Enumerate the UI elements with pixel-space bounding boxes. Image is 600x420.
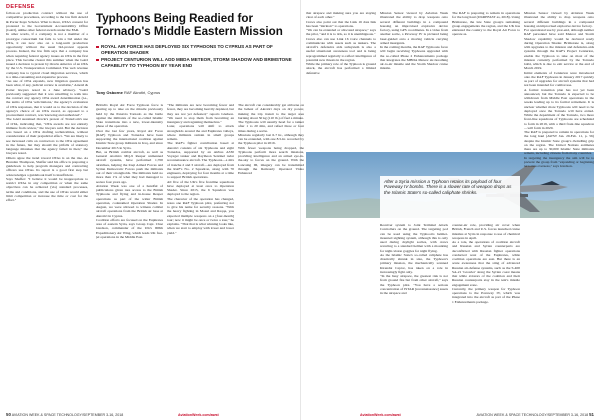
byline-author: Tony Osborne	[96, 90, 123, 95]
summary-bullet: ROYAL AIR FORCE HAS DEPLOYED SIX TYPHOONS TO CYPRUS AS PART OF OPERATION SHADER	[96, 44, 301, 55]
article-column-6: Mission Sensor viewed by Aviation Week illustrated the ability to drop weapons onto several different buildings in a compound housing an improvised explosive device factory, using GPS coordinates. In a video from another sortie, a Paveway IV is pictured being laser-guided onto a moving vehicle carrying armed insurgents. In the coming months, the RAF Typhoons force will begin receiving Typhoons upgraded with the so-called Phase 2 Enhancements package that integrates the MBDA Meteor air-breathing air-to-air missile and the Storm Shadow cruise missile.	[380, 11, 448, 71]
footer-url-left[interactable]	[178, 413, 219, 417]
footer-url-right[interactable]	[360, 413, 401, 417]
article-column-7: The RAF is preparing to remain in operations for the long haul (UKREFAST as, 2018). Using Brimstone, the late State group's remaining group engagements the region, and the UK has entrusted the country to the Royal Air Force to operate as.	[452, 11, 520, 37]
article-summary-bullets	[96, 44, 301, 70]
section-label: DEFENSE	[6, 4, 35, 10]
article-byline	[96, 90, 301, 95]
article-column-5: that airspace and making sure you are staying clear of each other." Crews also point out that the Link 16 data link has been "intrinsic" to operations. "We can be extended or allocated airspace," says the pilot, "and it is to tick, so it is unambiguous." Crews also can use Link 16 voice channels to communicate with assets such as tankers. The aircraft's defensive aids subsystem is also a useful situational awareness tool and is being reprogrammed regularly to reflect intelligence of potential new threats in the region. While the primary role of the Typhoon is ground attack, the aircraft has performed a limited defensive	[306, 11, 376, 75]
article-column-3: "The militants are now becoming fewer and fewer, they are becoming heavily depleted, but they are not yet defeated," reports Gledson. "We need to stop them from becoming an insurgency and regaining themselves." Later, operations will shift to attack strongholds around the and Euphrates valleys, where militants remain in small groups remain. The RAF's fighter contribution based at Akrotiri consists of six Typhoons and eight Tornados, supported by an Airbus A330 Voyager tanker and Raytheon Sentinel radar reconnaissance aircraft. The Typhoons—a mix of tranche 2 and 3 aircraft—are deployed from the RAF's No. 2 Squadron, along with 70 engineers, deploying for four months at a time to support British operations. All five of the UK's five frontline squadrons have deployed at least once to Operation Shader. Since 2015, the 6 Squadron was deployed to the region. The character of the operation has changed, notes one RAF Typhoon pilot, preferring not to give his name for security reasons. "With the heavy fighting in Mosul and Raqqa, you expected multiple weapons on a [four-month] tour; now it might be once or twice a tour," he explains. "That that is what winning looks like, when we start to employ with lower and lower yield."	[167, 103, 234, 235]
article-column-6-lower: Receiver system to Joint Terminal Attack Controllers on the ground. The targeting pod can be used using the Typhoon's helmet-mounted sighting system, although this is only used during daylight sorties, with crews reverting to a standard helmet with a mounting for night-vision goggles for night flying. As the Islamic State's so-called caliphate has drastically shrunk in size, the Typhoon's primary mission, the mechanically scanned Kirendat Captor, has taken on a role in increasingly fight only. "In the busy airspace, the greatest risk is not from ground fire but from other aircraft," says the Typhoon pilot. "You have a serious concentration of ISTAR [reconnaissance] assets in the airspace and	[380, 223, 448, 295]
article-column-7-lower: counter-air role, providing air cover when British, French and U.S. forces launched cruise missiles at Syria in response to use of chemical weapons in April. As a role, the operations of coalition aircraft and Russian and Syrian counterparts are deconflicted with Russian fighter operations conducted west of the Euphrates, while coalition operations are east. But there is an acute awareness that the sting of advanced Russian air-defense systems, such as the S-400 SA-21 'Growler' along the Syrian coast means that while aviators of the coalition and their Russian counterparts stay in the tent's missile engagement zone. Currently, the primary weapon for Typhoon operations is the Paveway IV, which was integrated into the aircraft as part of the Phase 1 Enhancements package.	[452, 223, 520, 304]
page-number-left: 50	[6, 412, 11, 417]
footer-left	[6, 412, 123, 417]
photo-caption: After a Syria mission a Typhoon retains its payload of four Paveway IV bombs. There is a slower rate of weapon drops as the Islamic State's so-called caliphate shrinks.	[380, 176, 520, 220]
footer-link-right[interactable]: AviationWeek.com/awst	[360, 413, 401, 417]
article-headline: Typhoons Being Readied for Tornado's Middle Eastern Mission	[96, 12, 283, 38]
footer-link-left[interactable]: AviationWeek.com/awst	[178, 413, 219, 417]
summary-bullet: PROJECT CENTURION WILL ADD MBDA METEOR, STORM SHADOW AND BRIMSTONE CAPABILITY TO TYPHOON BY YEAR END	[96, 57, 301, 68]
article-column-4: The aircraft can considerably get airborne on the behest of Akrotiri days on dry power, making the trip transit to the target area burning about 50 kg (110 lb.) of fuel a minute. The Typhoons will usually head for a tanker after 1 to 20 min, and refuel three or four times during a sortie. Missions regularly last 6-7 hr., although they can be extended, with one 8.5-hr. recorded by the Typhoon pilot in 2016. With fewer weapons being dropped, the Typhoons perform more search missions, providing intelligence and an armed eye-in-the-sky to forces on the ground. With the Lancaing III, imagery can be transmitted through the Remotely Operated Video Enhanced	[238, 103, 304, 175]
byline-location: RAF Akrotiri, Cyprus	[123, 90, 161, 95]
footer-publication-right: AVIATION WEEK & SPACE TECHNOLOGY/SEPTEMBER 3-16, 2018	[476, 413, 589, 417]
footer-publication-left: AVIATION WEEK & SPACE TECHNOLOGY/SEPTEMBER 3-16, 2018	[11, 413, 124, 417]
footer-right	[477, 412, 594, 417]
article-column-1: follow-on production contract without the use of competitive procedures, according to the law firm Arnold & Porter Kaye Scholer. What is more, OTA's consent for protested to the Government Accountability Office (GAO), unlike other federal awards under the FAR. In other words, if a company is not a member of a prototype consortium but fails to win a bid under the OTA, it can now also on a long-term production opportunity without the usual bid-protest appeals process. Indeed, the law firm says that a company has when requiring federal agency issues an OTA in the first place. This became clearer this summer when the GAO issued a decision to protest by Oracle America of an OTA by the U.S. Transportation Command. The web revenue company has to typical cloud migration services, which is a time-consuming and expensive process. "As use of OTA expands, new litigation question has been what, if any, judicial review is available," Arnold & Porter lawyers noted in a June advisory. "GAO previously suggested that it was unwilling to walk into the contract any agency OTA award determination (i.e., the terms of OTA 'solicitations,' the agency's evaluation of OTA responses, that it would as to the decision of the agency's choice of an OTA award, as opposed to a procurement contract, was 'knowing and authorized'." The GAO sustained Oracle's protest of TransCom's use of OTA, indicating that, "OTA awards are not entirely immune from review," the lawyers said. But the decision was based on a OTA drafting technicalities, without consideration of their prejudicial effect. "We are likely to see increased calls on contractors to the OTA agreement in the future, but they should the pitfalls of statutory language mistakes that the agency failed in then," the lawyers noted. Others agree the trend toward OTAs is on the rise. As Brendan Thompson, Shaffer said his office is preparing a guidebook to help program managers and contracting officers use OTAs. Its report is a good first step but acknowledges a guidebook itself is insufficient. Says Shaffer: "I believe it would be inappropriate to restrict OTAs in any competition or when the same objectives can be achieved (via) standard processes, terms and conditions, and the use of OTAs would either limit competition or increase the time or cost for the effort."	[6, 11, 88, 202]
page-number-right: 51	[589, 412, 594, 417]
article-column-2: British's Royal Air Force Typhoon force is gearing up to take on the missile previously held by the Panavia Tornado as the battle against the militants of the so-called Islamic State transitions into a new, lower-intensity phase of the operation. Over the last few years, Royal Air Force (RAF) Typhoon and Tornados have been supporting the international coalition against Islamic State group militants in Iraq, and since December 2015 in Syria. But, as British combat aircraft, as well as General Atomics MQ-9 Reaper unmanned aircraft systems, have performed 1,700 airstrikes, helping the Iraqi Armed Forces and Syrian Democratic Forces push the militants out of their strongholds. The militants held no more than 1% of what they had managed to secure four years ago. Aviation Week was one of a handful of publications given rare access to the British Typhoons and flying and in-house Reaper operations as part of the wider British operation, codenamed Operation Shader. In August, we were allowed to witness combat aircraft operations from the British air base at Akrotiri in Cyprus. Coalition efforts are focused on the Euphrates area of eastern Syria, says Group Capt. Chaz Gledson, commander of the UK's 906th Expeditionary Air Wing, which leads UK fast-jet operations in the Middle East.	[96, 103, 163, 239]
article-column-8: Mission Sensor viewed by Aviation Week illustrated the ability to drop weapons onto several different buildings in a compound housing an improvised explosive device factory. For operational use by year-end, although neither RAF personnel have said Meteor and Storm Shadow capability would be declared ready during Operation Shader. Brimstone is, along with upgrades to the mission and defensive-aids systems through the RAF's Project Centurion, enable the Typhoon to take on most of the mission currently performed by the Tornado GR4, which is due to exit service at the end of March 2019. Initial elements of Centurion were introduced onto the RAF Typhoons in January 2017 quickly as part of upgrades for aircraft systems that had not been intended for combat use. A formal transition plan has not yet been announced, but the Tornado is expected to be withdrawn from Middle East operations in the weeks leading up to its formal retirement. It is unclear whether more Typhoons will need to be deployed once the Tornado will have exited. While the department of the Tornado, two more front-line squadrons of Typhoons are scheduled to form in 2019, with a third front-line squadron—will form in 2020. The RAF is prepared to remain in operations for the long haul (AWST Jan. 29-Feb. 11, p. 56) despite the Islamic State group's dwindling grip on the region. The United Nations estimates there are up to 30,000 Islamic State militants remain, including citizens from many countries. In targeting the insurgency the aim will be to prevent the group from "expanding or beginning terrorists overseas," says Gledson.	[524, 11, 594, 168]
